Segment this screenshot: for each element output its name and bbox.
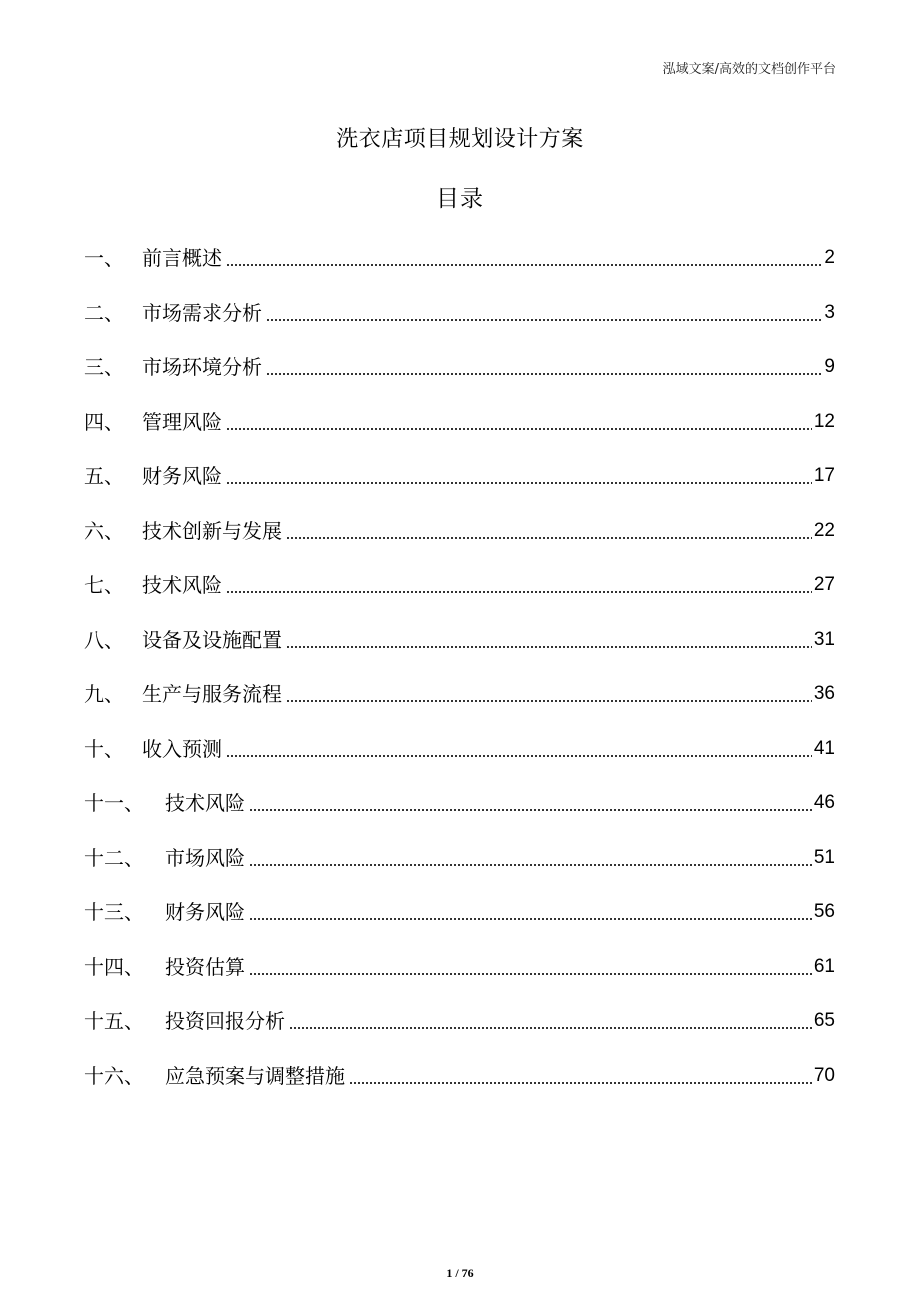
toc-entry-number: 五、 xyxy=(84,464,124,489)
toc-entry[interactable] xyxy=(84,504,835,559)
document-title: 洗衣店项目规划设计方案 xyxy=(336,127,584,152)
toc-entry[interactable] xyxy=(84,994,835,1049)
toc-dot-leader xyxy=(266,319,822,321)
toc-entry-title: 前言概述 xyxy=(142,246,222,271)
toc-entry-number: 八、 xyxy=(84,627,124,652)
table-of-contents xyxy=(84,231,835,1103)
toc-dot-leader xyxy=(226,482,812,484)
toc-entry[interactable] xyxy=(84,340,835,395)
toc-entry-title: 市场风险 xyxy=(165,845,245,870)
toc-entry-page: 70 xyxy=(813,1064,835,1086)
toc-entry[interactable] xyxy=(84,776,835,831)
toc-entry-number: 十、 xyxy=(84,736,124,761)
toc-entry[interactable] xyxy=(84,558,835,613)
toc-entry-number: 十六、 xyxy=(84,1063,144,1088)
toc-entry-title: 技术风险 xyxy=(142,573,222,598)
toc-entry-page: 61 xyxy=(813,955,835,977)
toc-entry-number: 六、 xyxy=(84,518,124,543)
toc-dot-leader xyxy=(226,591,812,593)
toc-entry-number: 七、 xyxy=(84,573,124,598)
toc-dot-leader xyxy=(286,700,812,702)
page-number-footer: 1 / 76 xyxy=(446,1266,474,1280)
toc-entry[interactable] xyxy=(84,286,835,341)
toc-entry-number: 十二、 xyxy=(84,845,144,870)
toc-dot-leader xyxy=(226,428,812,430)
toc-entry-title: 投资回报分析 xyxy=(165,1009,285,1034)
toc-entry-page: 12 xyxy=(813,410,835,432)
toc-dot-leader xyxy=(289,1027,812,1029)
toc-entry-title: 技术创新与发展 xyxy=(142,518,282,543)
toc-entry-number: 十一、 xyxy=(84,791,144,816)
toc-entry-page: 9 xyxy=(824,356,835,378)
toc-entry-number: 九、 xyxy=(84,682,124,707)
toc-dot-leader xyxy=(249,973,812,975)
toc-entry-number: 十三、 xyxy=(84,900,144,925)
toc-entry-page: 65 xyxy=(813,1010,835,1032)
toc-entry-title: 生产与服务流程 xyxy=(142,682,282,707)
toc-entry-page: 31 xyxy=(813,628,835,650)
toc-dot-leader xyxy=(249,864,812,866)
toc-entry-number: 一、 xyxy=(84,246,124,271)
toc-heading: 目录 xyxy=(436,186,484,212)
toc-entry-page: 51 xyxy=(813,846,835,868)
toc-dot-leader xyxy=(249,918,812,920)
toc-entry[interactable] xyxy=(84,231,835,286)
toc-entry-page: 17 xyxy=(813,465,835,487)
header-note: 泓域文案/高效的文档创作平台 xyxy=(662,62,836,77)
toc-entry-title: 设备及设施配置 xyxy=(142,627,282,652)
toc-entry-page: 36 xyxy=(813,683,835,705)
toc-entry-number: 二、 xyxy=(84,300,124,325)
toc-dot-leader xyxy=(266,373,822,375)
toc-entry[interactable] xyxy=(84,940,835,995)
toc-entry-title: 财务风险 xyxy=(142,464,222,489)
toc-entry-title: 财务风险 xyxy=(165,900,245,925)
toc-dot-leader xyxy=(226,264,822,266)
toc-entry[interactable] xyxy=(84,831,835,886)
toc-entry-title: 收入预测 xyxy=(142,736,222,761)
toc-entry[interactable] xyxy=(84,395,835,450)
toc-entry[interactable] xyxy=(84,667,835,722)
toc-entry-number: 三、 xyxy=(84,355,124,380)
toc-entry-page: 56 xyxy=(813,901,835,923)
toc-entry[interactable] xyxy=(84,1049,835,1104)
toc-entry-number: 十四、 xyxy=(84,954,144,979)
toc-dot-leader xyxy=(349,1082,812,1084)
toc-entry[interactable] xyxy=(84,885,835,940)
toc-entry[interactable] xyxy=(84,613,835,668)
toc-entry-title: 市场需求分析 xyxy=(142,300,262,325)
toc-entry-page: 2 xyxy=(824,247,835,269)
toc-dot-leader xyxy=(286,537,812,539)
toc-entry-page: 27 xyxy=(813,574,835,596)
toc-dot-leader xyxy=(249,809,812,811)
toc-entry-title: 技术风险 xyxy=(165,791,245,816)
toc-entry-title: 投资估算 xyxy=(165,954,245,979)
toc-entry-title: 应急预案与调整措施 xyxy=(165,1063,345,1088)
toc-dot-leader xyxy=(226,755,812,757)
toc-dot-leader xyxy=(286,646,812,648)
toc-entry-page: 3 xyxy=(824,301,835,323)
toc-entry-page: 22 xyxy=(813,519,835,541)
toc-entry-title: 管理风险 xyxy=(142,409,222,434)
toc-entry-page: 41 xyxy=(813,737,835,759)
toc-entry-number: 四、 xyxy=(84,409,124,434)
toc-entry-number: 十五、 xyxy=(84,1009,144,1034)
toc-entry-title: 市场环境分析 xyxy=(142,355,262,380)
toc-entry[interactable] xyxy=(84,449,835,504)
toc-entry-page: 46 xyxy=(813,792,835,814)
toc-entry[interactable] xyxy=(84,722,835,777)
